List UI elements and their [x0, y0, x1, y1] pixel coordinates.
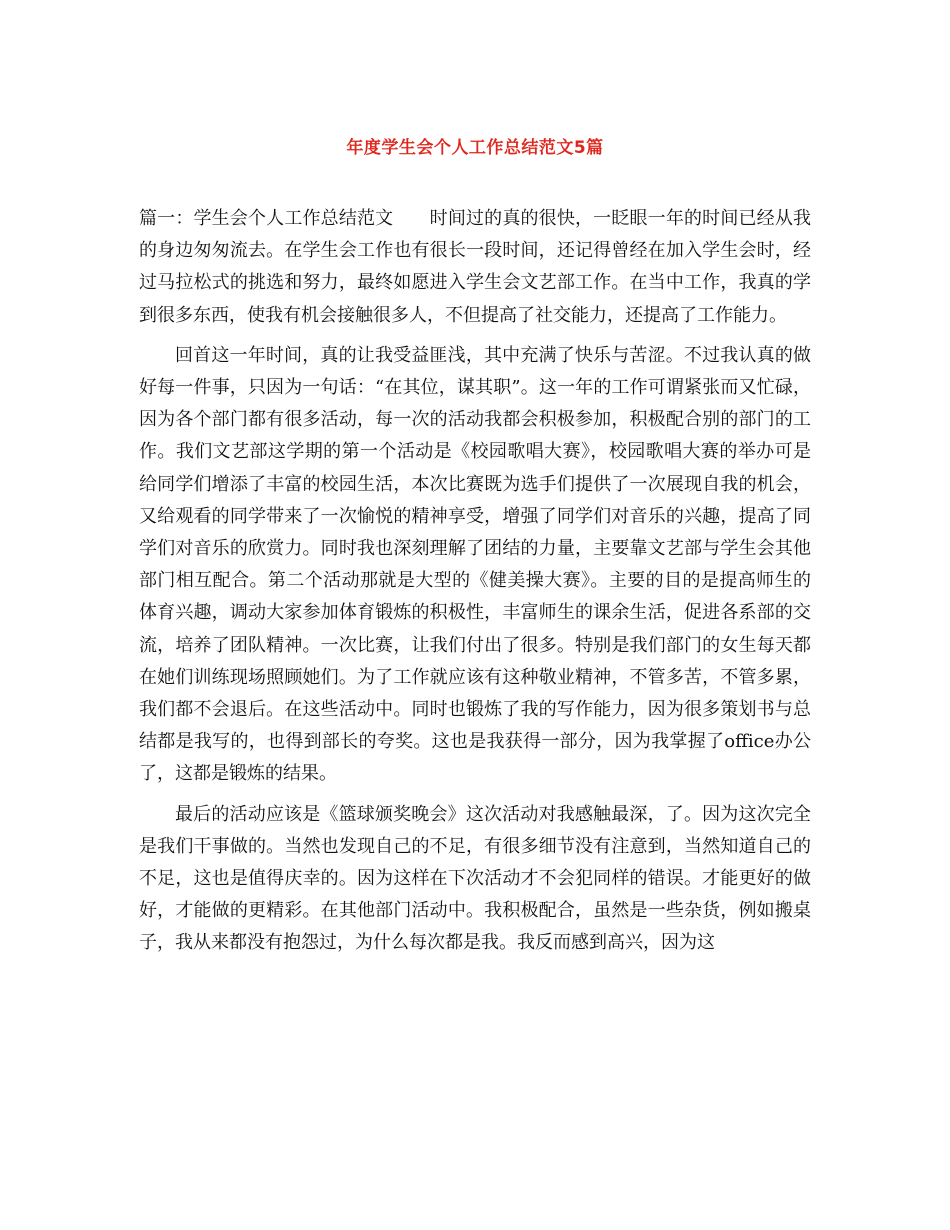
- paragraph-2: 回首这一年时间，真的让我受益匪浅，其中充满了快乐与苦涩。不过我认真的做好每一件事，只因为一句话：“在其位，谋其职”。这一年的工作可谓紧张而又忙碌，因为各个部门都有很多活动，每一次的活动我都会积极参加，积极配合别的部门的工作。我们文艺部这学期的第一个活动是《校园歌唱大赛》，校园歌唱大赛的举办可是给同学们增添了丰富的校园生活，本次比赛既为选手们提供了一次展现自我的机会，又给观看的同学带来了一次愉悦的精神享受，增强了同学们对音乐的兴趣，提高了同学们对音乐的欣赏力。同时我也深刻理解了团结的力量，主要靠文艺部与学生会其他部门相互配合。第二个活动那就是大型的《健美操大赛》。主要的目的是提高师生的体育兴趣，调动大家参加体育锻炼的积极性，丰富师生的课余生活，促进各系部的交流，培养了团队精神。一次比赛，让我们付出了很多。特别是我们部门的女生每天都在她们训练现场照顾她们。为了工作就应该有这种敬业精神，不管多苦，不管多累，我们都不会退后。在这些活动中。同时也锻炼了我的写作能力，因为很多策划书与总结都是我写的，也得到部长的夸奖。这也是我获得一部分，因为我掌握了office办公了，这都是锻炼的结果。: [139, 344, 811, 785]
- document-title: 年度学生会个人工作总结范文5篇: [346, 138, 604, 158]
- document-body: [139, 203, 811, 960]
- paragraph-1: 篇一：学生会个人工作总结范文 时间过的真的很快，一眨眼一年的时间已经从我的身边匆匆流去。在学生会工作也有很长一段时间，还记得曾经在加入学生会时，经过马拉松式的挑选和努力，最终如愿进入学生会文艺部工作。在当中工作，我真的学到很多东西，使我有机会接触很多人，不但提高了社交能力，还提高了工作能力。: [139, 208, 811, 326]
- paragraph-3: 最后的活动应该是《篮球颁奖晚会》这次活动对我感触最深，了。因为这次完全是我们干事做的。当然也发现自己的不足，有很多细节没有注意到，当然知道自己的不足，这也是值得庆幸的。因为这样在下次活动才不会犯同样的错误。才能更好的做好，才能做的更精彩。在其他部门活动中。我积极配合，虽然是一些杂货，例如搬桌子，我从来都没有抱怨过，为什么每次都是我。我反而感到高兴，因为这: [139, 803, 811, 954]
